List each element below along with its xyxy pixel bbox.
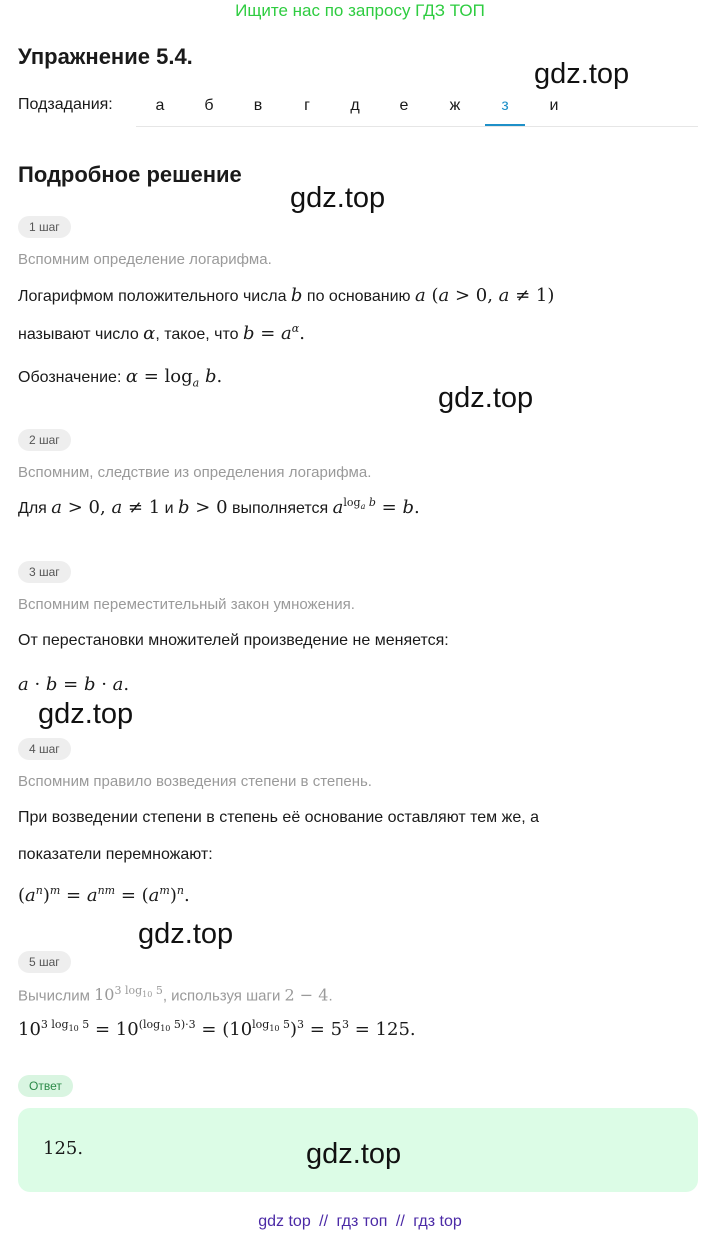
step-badge: 1 шаг (18, 216, 71, 238)
watermark: gdz.top (38, 698, 134, 730)
watermark: gdz.top (534, 58, 630, 90)
step-hint: Вспомним, следствие из определения логарифма. (18, 464, 372, 481)
subtasks-label: Подзадания: (18, 96, 113, 113)
step-text: Для a > 0, a ≠ 1 и b > 0 выполняется $a^{log_a b} = b$. (18, 496, 420, 518)
footer-link[interactable]: гдз топ (336, 1213, 388, 1230)
step-hint: Вычислим $10^{3 log_{10} 5}$, используя шаги 2 − 4. (18, 984, 333, 1005)
step-text: называют число α, такое, что $b = a^\alpha$. (18, 322, 305, 344)
formula: $10^{3 log_{10} 5} = 10^{(log_{10} 5)\cdot 3} = (10^{log_{10} 5})^3 = 5^3 = 125$. (18, 1018, 416, 1040)
tab-i[interactable]: и (549, 97, 559, 114)
step-badge: 3 шаг (18, 561, 71, 583)
watermark: gdz.top (138, 918, 234, 950)
footer-link[interactable]: gdz top (258, 1213, 311, 1230)
step-text: показатели перемножают: (18, 846, 213, 863)
step-hint: Вспомним определение логарифма. (18, 251, 272, 268)
step-badge: 2 шаг (18, 429, 71, 451)
watermark: gdz.top (438, 382, 534, 414)
answer-badge: Ответ (18, 1075, 73, 1097)
footer-separator: // (319, 1213, 329, 1230)
subtask-tabs (136, 90, 698, 127)
step-hint: Вспомним правило возведения степени в степень. (18, 773, 372, 790)
formula: a · b = b · a. (18, 674, 130, 695)
tab-z[interactable]: з (485, 90, 525, 126)
tab-g[interactable]: г (304, 97, 310, 114)
footer-link[interactable]: гдз top (413, 1213, 462, 1230)
step-text: При возведении степени в степень её основание оставляют тем же, а (18, 809, 540, 826)
watermark: gdz.top (306, 1138, 402, 1170)
footer-separator: // (395, 1213, 405, 1230)
step-badge: 5 шаг (18, 951, 71, 973)
answer-value: 125. (43, 1138, 84, 1159)
tab-zh[interactable]: ж (449, 97, 461, 114)
step-hint: Вспомним переместительный закон умножения. (18, 596, 355, 613)
step-text: Обозначение: $\alpha = \log_a b$. (18, 366, 223, 390)
formula: $(a^n)^m = a^{nm} = (a^m)^n$. (18, 884, 190, 906)
step-text: Логарифмом положительного числа b по основанию a (a > 0, a ≠ 1) (18, 285, 555, 306)
tab-d[interactable]: д (350, 97, 360, 114)
tab-a[interactable]: а (155, 97, 165, 114)
step-text: От перестановки множителей произведение не меняется: (18, 632, 449, 649)
tab-e[interactable]: е (399, 97, 409, 114)
watermark: gdz.top (290, 182, 386, 214)
search-banner: Ищите нас по запросу ГДЗ ТОП (235, 1, 485, 20)
page-title: Упражнение 5.4. (18, 44, 193, 69)
tab-v[interactable]: в (253, 97, 263, 114)
step-badge: 4 шаг (18, 738, 71, 760)
footer-links (0, 1213, 720, 1231)
solution-title: Подробное решение (18, 162, 242, 187)
tab-b[interactable]: б (204, 97, 214, 114)
